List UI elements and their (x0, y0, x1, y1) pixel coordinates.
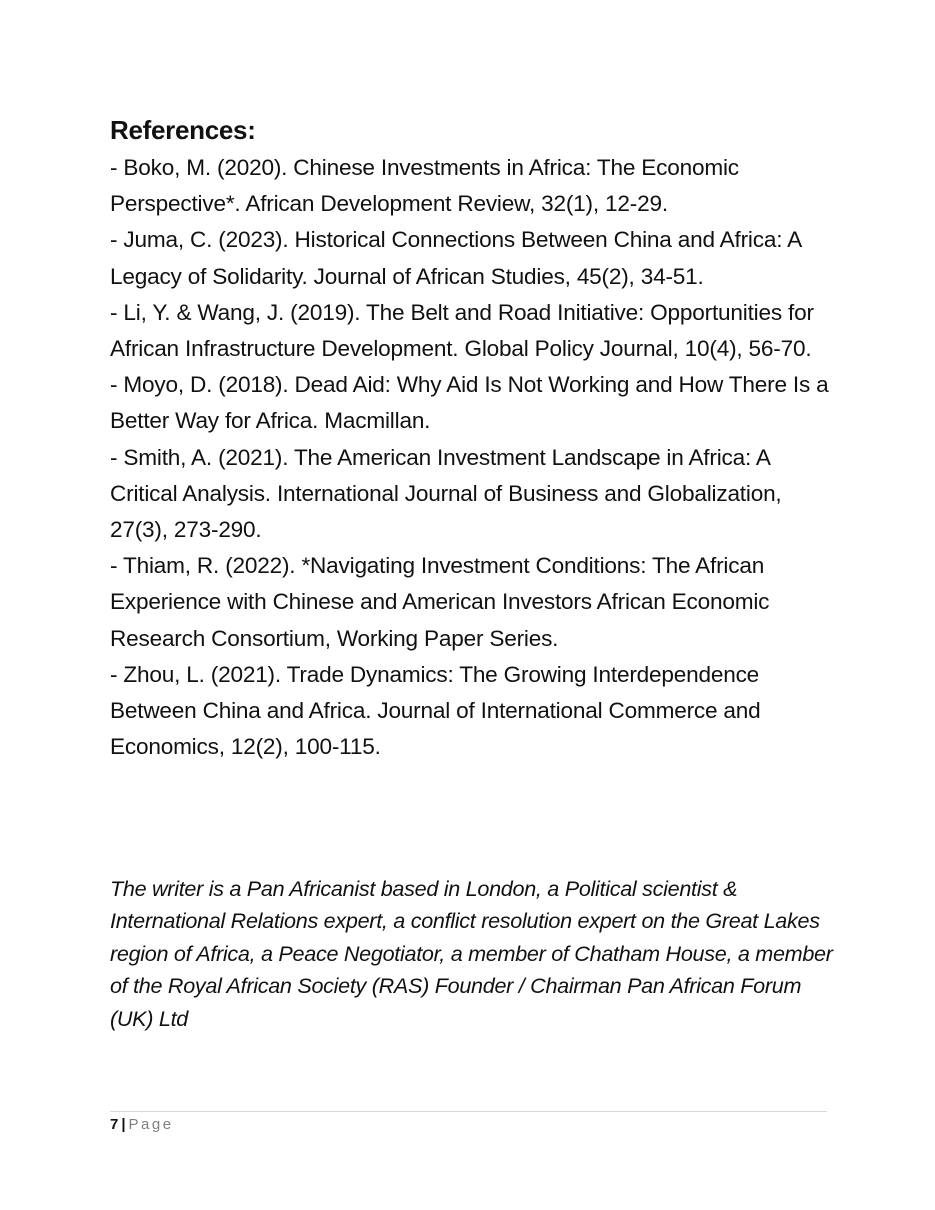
reference-item: - Smith, A. (2021). The American Investment Landscape in Africa: A Critical Analysis. International Journal of Business and Globalization, 27(3), 273-290. (110, 444, 782, 543)
reference-item: - Juma, C. (2023). Historical Connections Between China and Africa: A Legacy of Solidarity. Journal of African Studies, 45(2), 34-51. (110, 227, 801, 289)
reference-item: - Zhou, L. (2021). Trade Dynamics: The Growing Interdependence Between China and Africa. Journal of International Commerce and Economics, 12(2), 100-115. (110, 661, 761, 760)
reference-item: - Moyo, D. (2018). Dead Aid: Why Aid Is Not Working and How There Is a Better Way for Africa. Macmillan. (110, 372, 829, 434)
references-heading: References: (110, 115, 256, 145)
reference-item: - Li, Y. & Wang, J. (2019). The Belt and Road Initiative: Opportunities for African Infrastructure Development. Global Policy Journal, 10(4), 56-70. (110, 299, 814, 362)
reference-item: - Thiam, R. (2022). *Navigating Investment Conditions: The African Experience with Chinese and American Investors African Economic Research Consortium, Working Paper Series. (110, 553, 770, 651)
reference-item: - Boko, M. (2020). Chinese Investments in Africa: The Economic Perspective*. African Development Review, 32(1), 12-29. (110, 155, 739, 217)
page-number: 7 (110, 1116, 119, 1133)
page-label: Page (128, 1116, 174, 1133)
author-bio: The writer is a Pan Africanist based in London, a Political scientist & International Relations expert, a conflict resolution expert on the Great Lakes region of Africa, a Peace Negotiator, a member of Chatham House, a member of the Royal African Society (RAS) Founder / Chairman Pan African Forum (UK) Ltd (110, 876, 833, 1031)
footer-separator: | (121, 1116, 126, 1133)
references-list (110, 150, 835, 765)
page-footer (110, 1114, 174, 1136)
footer-divider (110, 1111, 827, 1112)
